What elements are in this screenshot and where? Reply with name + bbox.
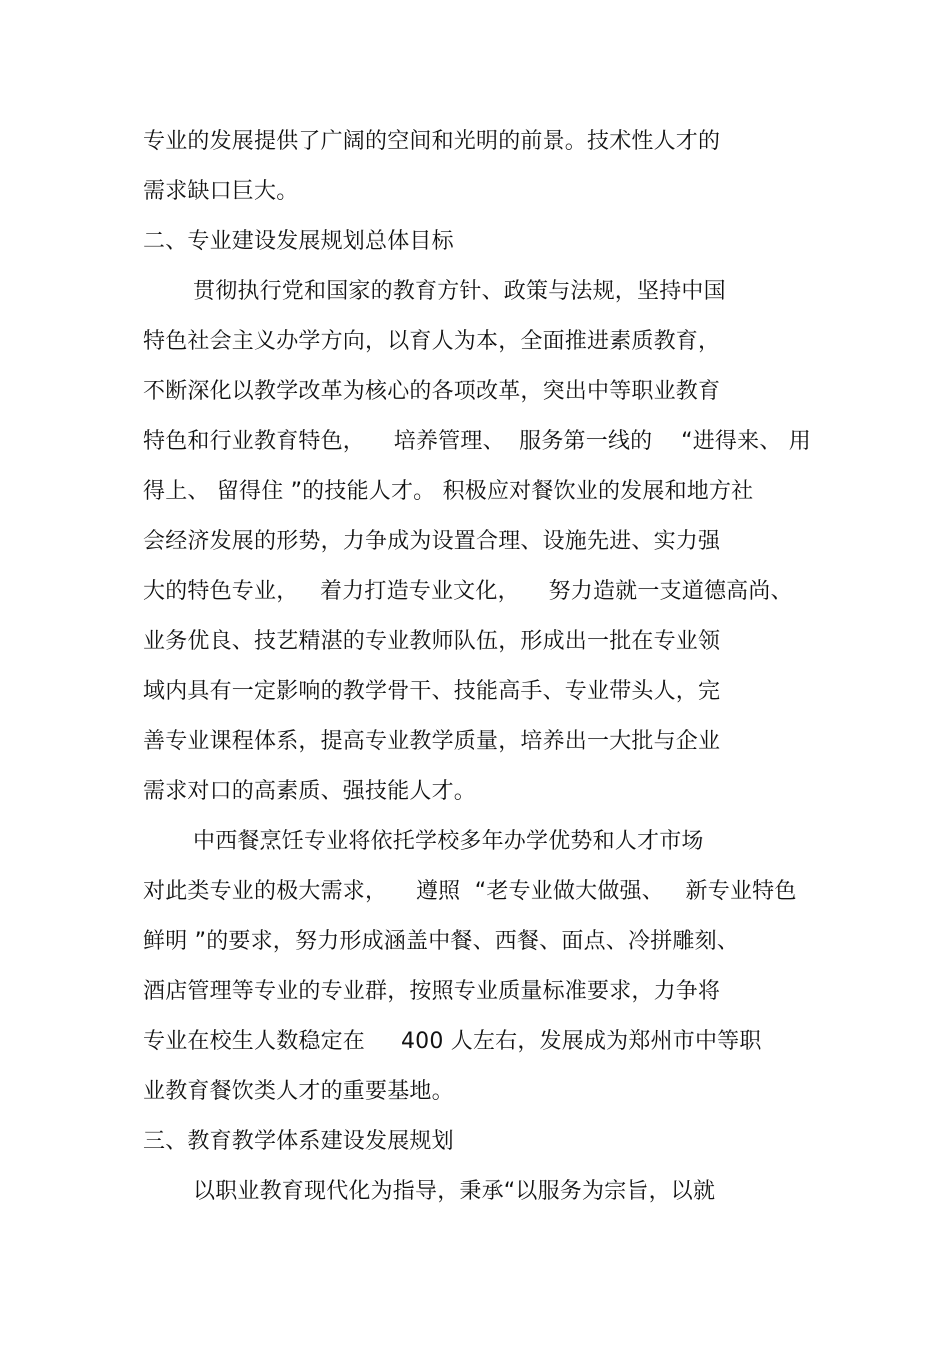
text-line: 特色社会主义办学方向，以育人为本，全面推进素质教育， [143,329,721,354]
text-line: 需求缺口巨大。 [143,179,299,204]
text-line: 需求对口的高素质、强技能人才。 [143,779,477,804]
text-line: 不断深化以教学改革为核心的各项改革，突出中等职业教育 [143,379,721,404]
text-line: 专业的发展提供了广阔的空间和光明的前景。技术性人才的 [143,129,721,154]
text-line: 业教育餐饮类人才的重要基地。 [143,1079,454,1104]
text-line: 域内具有一定影响的教学骨干、技能高手、专业带头人，完 [143,679,721,704]
text-line: 善专业课程体系，提高专业教学质量，培养出一大批与企业 [143,729,721,754]
text-line: 大的特色专业， 着力打造专业文化， 努力造就一支道德高尚、 [143,579,793,604]
text-line: 得上、 留得住 ”的技能人才。 积极应对餐饮业的发展和地方社 [143,479,754,504]
text-line: 业务优良、技艺精湛的专业教师队伍，形成出一批在专业领 [143,629,721,654]
text-line: 会经济发展的形势，力争成为设置合理、设施先进、实力强 [143,529,721,554]
text-line: 对此类专业的极大需求， 遵照 “老专业做大做强、 新专业特色 [143,879,797,904]
paragraph-first-line: 中西餐烹饪专业将依托学校多年办学优势和人才市场 [193,829,704,854]
text-line: 特色和行业教育特色， 培养管理、 服务第一线的 “进得来、 用 [143,429,811,454]
paragraph-first-line: 以职业教育现代化为指导，秉承“以服务为宗旨，以就 [193,1179,716,1204]
paragraph-first-line: 贯彻执行党和国家的教育方针、政策与法规，坚持中国 [193,279,726,304]
text-line: 酒店管理等专业的专业群，按照专业质量标准要求，力争将 [143,979,721,1004]
text-line: 鲜明 ”的要求，努力形成涵盖中餐、西餐、面点、冷拼雕刻、 [143,929,739,954]
section-heading: 二、专业建设发展规划总体目标 [143,229,454,254]
text-line: 专业在校生人数稳定在 400 人左右，发展成为郑州市中等职 [143,1029,762,1054]
section-heading: 三、教育教学体系建设发展规划 [143,1129,454,1154]
